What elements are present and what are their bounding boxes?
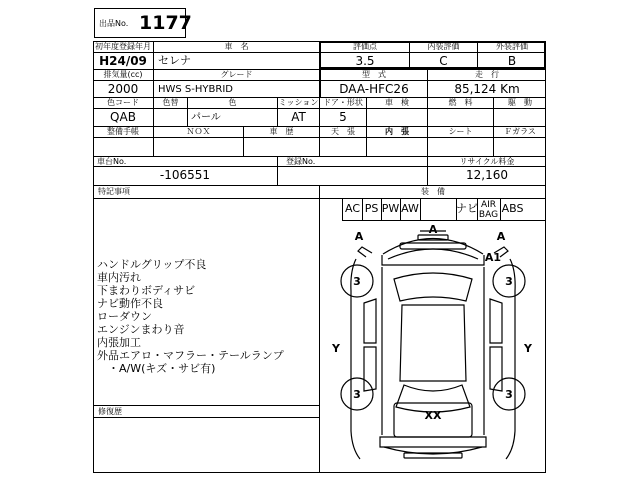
interior-grade-value: C xyxy=(439,54,448,68)
note-line: 車内汚れ xyxy=(97,271,141,284)
maintenance-book-label: 整備手帳 xyxy=(107,127,139,136)
mileage-label: 走 行 xyxy=(475,70,499,79)
color-change-label: 色替 xyxy=(162,98,179,107)
doors-value: 5 xyxy=(339,110,347,124)
transmission-value: AT xyxy=(291,110,306,124)
chassis-number-value: -106551 xyxy=(159,168,211,182)
recycle-fee-value: 12,160 xyxy=(466,168,508,182)
score-label: 評価点 xyxy=(353,42,377,51)
note-line: ・A/W(キズ・サビ有) xyxy=(97,362,216,375)
car-name-value: セレナ xyxy=(158,54,191,67)
equipment-option: PW xyxy=(381,199,401,220)
fuel-label: 燃 料 xyxy=(448,98,473,107)
recycle-fee-label: リサイクル料金 xyxy=(459,157,515,166)
mark-wheel-front-left: 3 xyxy=(353,275,361,288)
notes-label: 特記事項 xyxy=(98,187,130,196)
mark-front-right-fender: A1 xyxy=(484,251,502,264)
note-line: ローダウン xyxy=(97,310,152,323)
transmission-label: ミッション xyxy=(278,98,319,107)
vehicle-history-label: 車 歴 xyxy=(269,127,294,136)
seat-label: シート xyxy=(448,127,473,136)
mark-front-left: A xyxy=(354,230,364,243)
note-line: 外品エアロ・マフラー・テールランプ xyxy=(97,349,284,362)
interior-trim-label: 内 張 xyxy=(385,127,409,136)
note-line: エンジンまわり音 xyxy=(97,323,185,336)
mark-rear-center: XX xyxy=(424,409,442,422)
score-value: 3.5 xyxy=(355,54,375,68)
equipment-options xyxy=(342,199,546,221)
color-label: 色 xyxy=(228,98,237,107)
color-value: パール xyxy=(191,112,221,123)
front-glass-label: Ｆガラス xyxy=(504,127,536,136)
lot-number-label: 出品No. xyxy=(99,19,129,28)
drive-label: 駆 動 xyxy=(508,98,532,107)
equipment-empty-slot xyxy=(420,199,457,220)
grade-label: グレード xyxy=(220,70,253,79)
equipment-option: AW xyxy=(400,199,421,220)
mark-left-side: Y xyxy=(332,342,340,355)
displacement-label: 排気量(cc) xyxy=(103,70,143,79)
equipment-option: AIR BAG xyxy=(477,199,501,221)
roof-lining-label: 天 張 xyxy=(331,127,355,136)
displacement-value: 2000 xyxy=(107,82,139,96)
vehicle-damage-diagram xyxy=(320,221,546,473)
model-label: 型 式 xyxy=(362,70,386,79)
notes-list xyxy=(97,258,317,375)
lot-number-box xyxy=(94,8,192,38)
doors-label: ドア・形状 xyxy=(323,98,363,107)
model-value: DAA-HFC26 xyxy=(339,82,409,96)
first-registration-label: 初年度登録年月 xyxy=(95,42,151,51)
grade-value: HWS S-HYBRID xyxy=(158,84,233,95)
mark-wheel-rear-left: 3 xyxy=(353,388,361,401)
first-registration-value: H24/09 xyxy=(99,54,147,68)
color-code-label: 色コード xyxy=(107,98,139,107)
mark-right-side: Y xyxy=(524,342,532,355)
note-line: 下まわりボディサビ xyxy=(97,284,196,297)
inspection-label: 車 検 xyxy=(385,98,409,107)
color-code-value: QAB xyxy=(110,110,136,124)
interior-grade-label: 内装評価 xyxy=(427,42,460,51)
equipment-option: ABS xyxy=(501,202,524,215)
mark-front-right: A xyxy=(496,230,506,243)
mark-front-center: A xyxy=(428,223,438,236)
mileage-value: 85,124 Km xyxy=(454,82,520,96)
registration-number-label: 登録No. xyxy=(286,157,316,166)
exterior-grade-label: 外装評価 xyxy=(496,42,528,51)
lot-number-value: 1177 xyxy=(139,12,192,34)
note-line: ハンドルグリップ不良 xyxy=(97,258,207,271)
equipment-option: ナビ xyxy=(456,199,478,220)
note-line: ナビ動作不良 xyxy=(97,297,163,310)
mark-wheel-front-right: 3 xyxy=(505,275,513,288)
chassis-number-label: 車台No. xyxy=(97,157,127,166)
nox-label: ＮＯＸ xyxy=(186,127,211,136)
note-line: 内張加工 xyxy=(97,336,141,349)
mark-wheel-rear-right: 3 xyxy=(505,388,513,401)
car-name-label: 車 名 xyxy=(224,42,249,51)
repair-history-label: 修復歴 xyxy=(98,407,122,416)
equipment-option: AC xyxy=(343,199,363,220)
equipment-option: PS xyxy=(362,199,382,220)
equipment-label: 装 備 xyxy=(421,187,445,196)
exterior-grade-value: B xyxy=(507,54,517,68)
